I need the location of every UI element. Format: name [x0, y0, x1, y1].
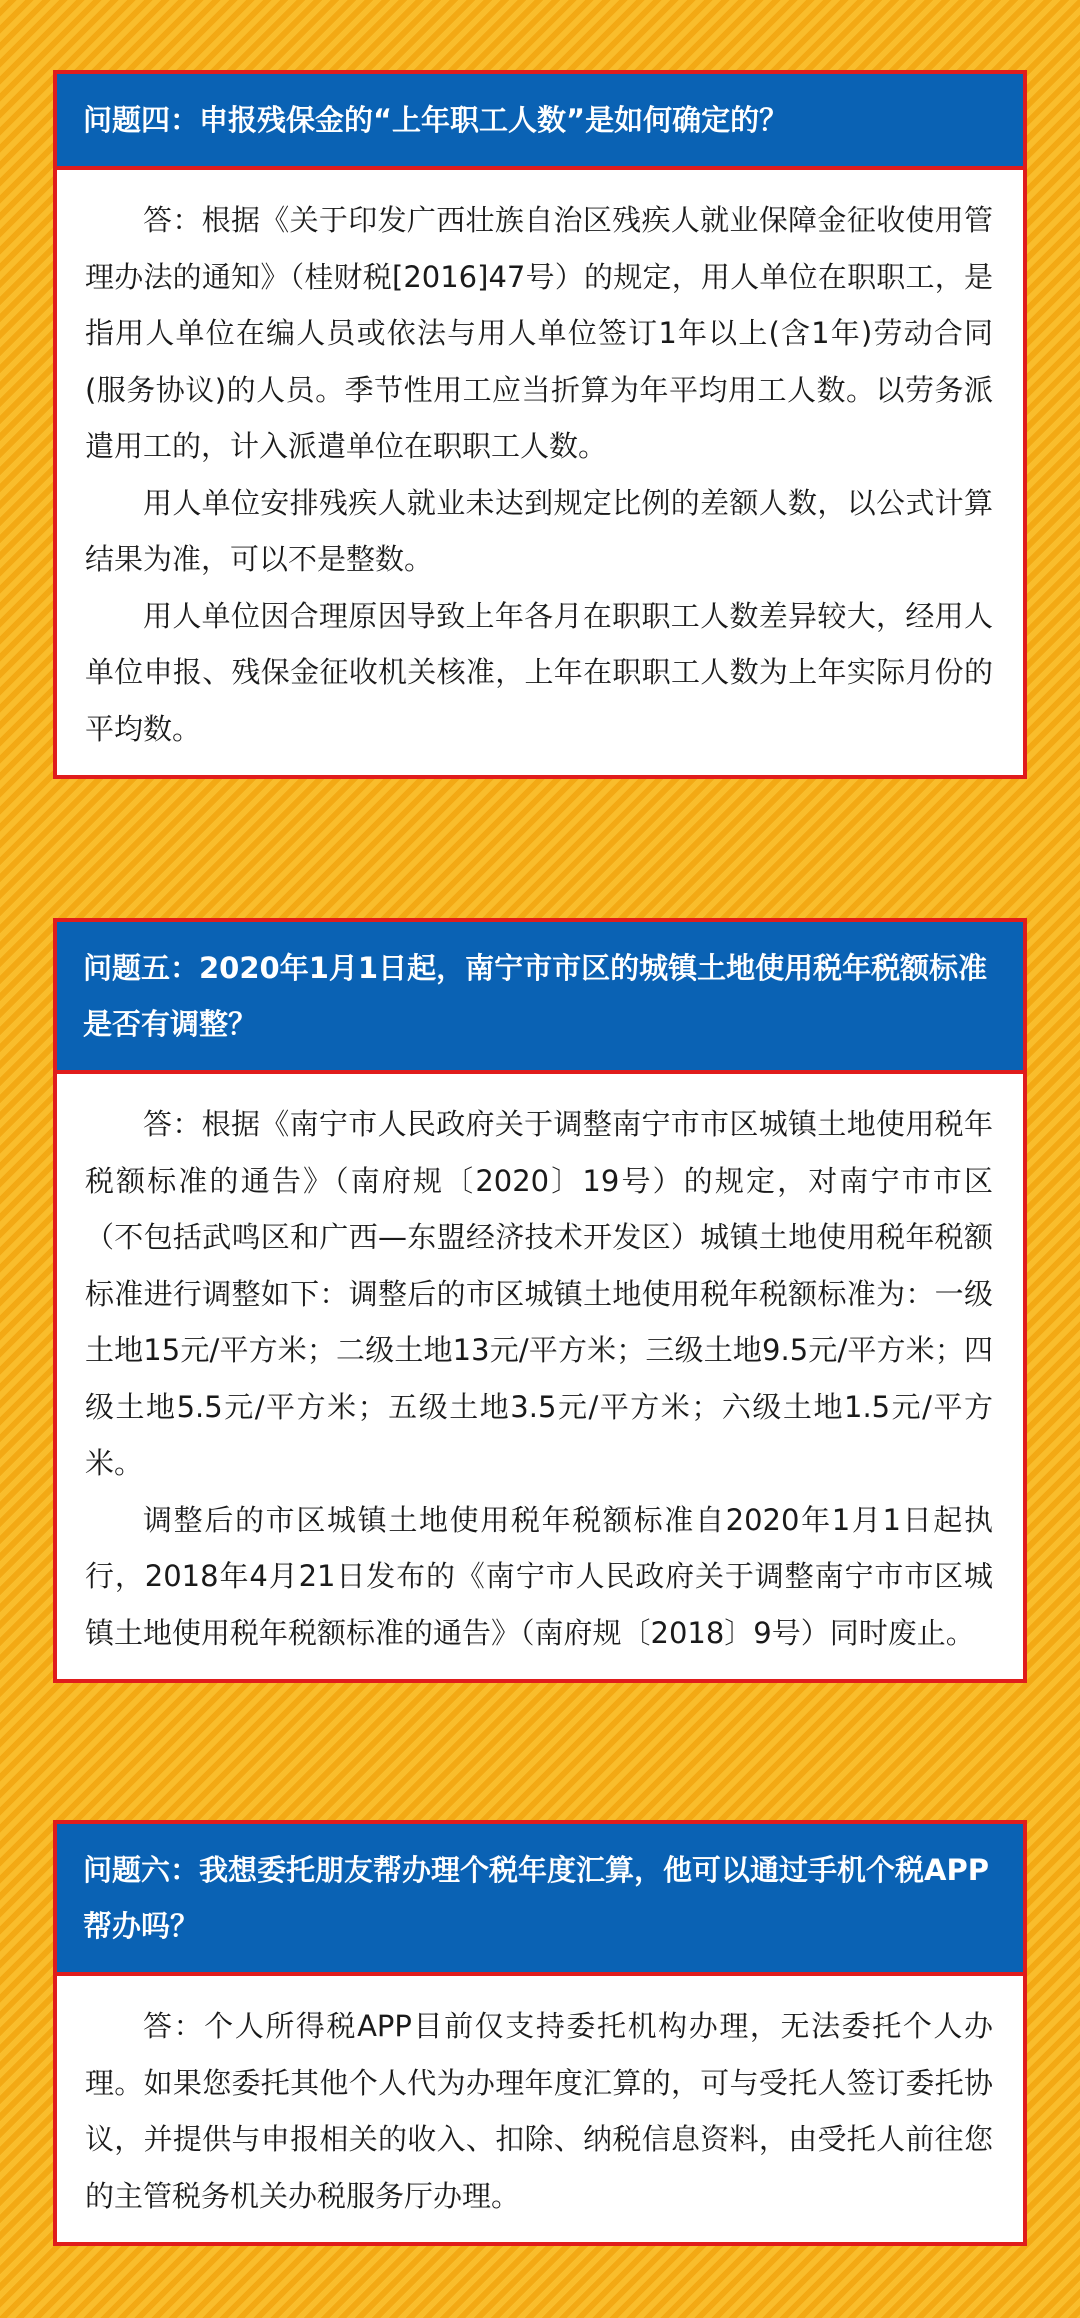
answer-paragraph: 用人单位因合理原因导致上年各月在职职工人数差异较大，经用人单位申报、残保金征收机关核准，上年在职职工人数为上年实际月份的平均数。 [85, 598, 993, 746]
answer-paragraph: 答：个人所得税APP目前仅支持委托机构办理，无法委托个人办理。如果您委托其他个人代为办理年度汇算的，可与受托人签订委托协议，并提供与申报相关的收入、扣除、纳税信息资料，由受托人前往您的主管税务机关办税服务厅办理。 [85, 2009, 993, 2213]
answer-body [57, 1074, 1023, 1679]
question-title: 问题四：申报残保金的“上年职工人数”是如何确定的？ [57, 74, 1023, 170]
answer-body [57, 1976, 1023, 2242]
qa-card-question-4 [53, 70, 1027, 779]
qa-card-question-6 [53, 1820, 1027, 2246]
qa-card-question-5 [53, 918, 1027, 1683]
answer-paragraph: 调整后的市区城镇土地使用税年税额标准自2020年1月1日起执行，2018年4月21日发布的《南宁市人民政府关于调整南宁市市区城镇土地使用税年税额标准的通告》（南府规〔2018〕9号）同时废止。 [85, 1502, 993, 1650]
answer-body [57, 170, 1023, 775]
answer-paragraph: 用人单位安排残疾人就业未达到规定比例的差额人数，以公式计算结果为准，可以不是整数。 [85, 485, 993, 576]
question-title: 问题五：2020年1月1日起，南宁市市区的城镇土地使用税年税额标准是否有调整？ [57, 922, 1023, 1074]
answer-paragraph: 答：根据《南宁市人民政府关于调整南宁市市区城镇土地使用税年税额标准的通告》（南府规〔2020〕19号）的规定，对南宁市市区（不包括武鸣区和广西—东盟经济技术开发区）城镇土地使用税年税额标准进行调整如下：调整后的市区城镇土地使用税年税额标准为：一级土地15元/平方米；二级土地13元/平方米；三级土地9.5元/平方米；四级土地5.5元/平方米；五级土地3.5元/平方米；六级土地1.5元/平方米。 [85, 1107, 993, 1480]
question-title: 问题六：我想委托朋友帮办理个税年度汇算，他可以通过手机个税APP帮办吗？ [57, 1824, 1023, 1976]
answer-paragraph: 答：根据《关于印发广西壮族自治区残疾人就业保障金征收使用管理办法的通知》（桂财税[2016]47号）的规定，用人单位在职职工，是指用人单位在编人员或依法与用人单位签订1年以上(含1年)劳动合同(服务协议)的人员。季节性用工应当折算为年平均用工人数。以劳务派遣用工的，计入派遣单位在职职工人数。 [85, 203, 993, 463]
